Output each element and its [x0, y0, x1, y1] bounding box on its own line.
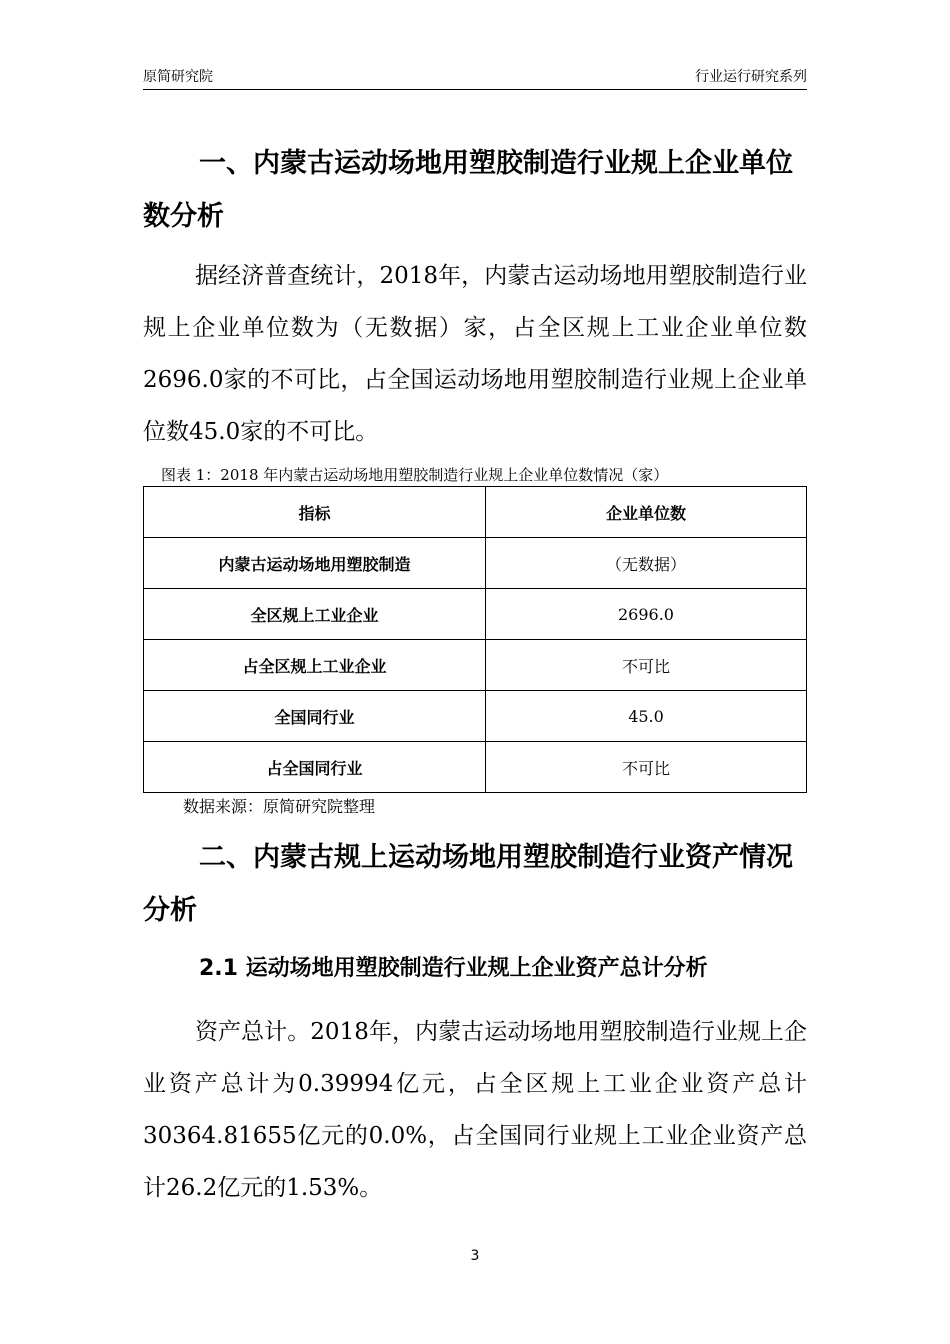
page-header [143, 66, 807, 88]
section2-paragraph: 资产总计。2018年，内蒙古运动场地用塑胶制造行业规上企业资产总计为0.39994亿元，占全区规上工业企业资产总计30364.81655亿元的0.0%，占全国同行业规上工业企业资产总计26.2亿元的1.53%。 [143, 1019, 807, 1201]
row-label: 占全区规上工业企业 [144, 640, 486, 691]
page-number: 3 [470, 1248, 480, 1264]
header-org-name: 原简研究院 [143, 69, 213, 85]
section2-title: 二、内蒙古规上运动场地用塑胶制造行业资产情况分析 [143, 842, 793, 926]
row-value: 2696.0 [486, 589, 807, 640]
column-header-indicator: 指标 [144, 487, 486, 538]
table-row [144, 589, 807, 640]
header-divider [143, 89, 807, 90]
header-series-name: 行业运行研究系列 [695, 69, 807, 85]
table-row [144, 691, 807, 742]
row-value: 45.0 [486, 691, 807, 742]
table1-source-note: 数据来源：原简研究院整理 [183, 797, 376, 816]
subsection-title: 2.1 运动场地用塑胶制造行业规上企业资产总计分析 [199, 956, 708, 981]
row-label: 内蒙古运动场地用塑胶制造 [144, 538, 486, 589]
table-header-row [144, 487, 807, 538]
row-value: 不可比 [486, 640, 807, 691]
section1-title: 一、内蒙古运动场地用塑胶制造行业规上企业单位数分析 [143, 148, 793, 232]
column-header-count: 企业单位数 [486, 487, 807, 538]
table1-caption: 图表 1：2018 年内蒙古运动场地用塑胶制造行业规上企业单位数情况（家） [161, 466, 669, 484]
row-label: 全区规上工业企业 [144, 589, 486, 640]
row-label: 占全国同行业 [144, 742, 486, 793]
row-value: 不可比 [486, 742, 807, 793]
row-label: 全国同行业 [144, 691, 486, 742]
enterprise-count-table [143, 486, 807, 793]
row-value: （无数据） [486, 538, 807, 589]
table-row [144, 640, 807, 691]
table-row [144, 538, 807, 589]
section1-paragraph: 据经济普查统计，2018年，内蒙古运动场地用塑胶制造行业规上企业单位数为（无数据）家，占全区规上工业企业单位数2696.0家的不可比，占全国运动场地用塑胶制造行业规上企业单位数45.0家的不可比。 [143, 263, 807, 445]
table-row [144, 742, 807, 793]
